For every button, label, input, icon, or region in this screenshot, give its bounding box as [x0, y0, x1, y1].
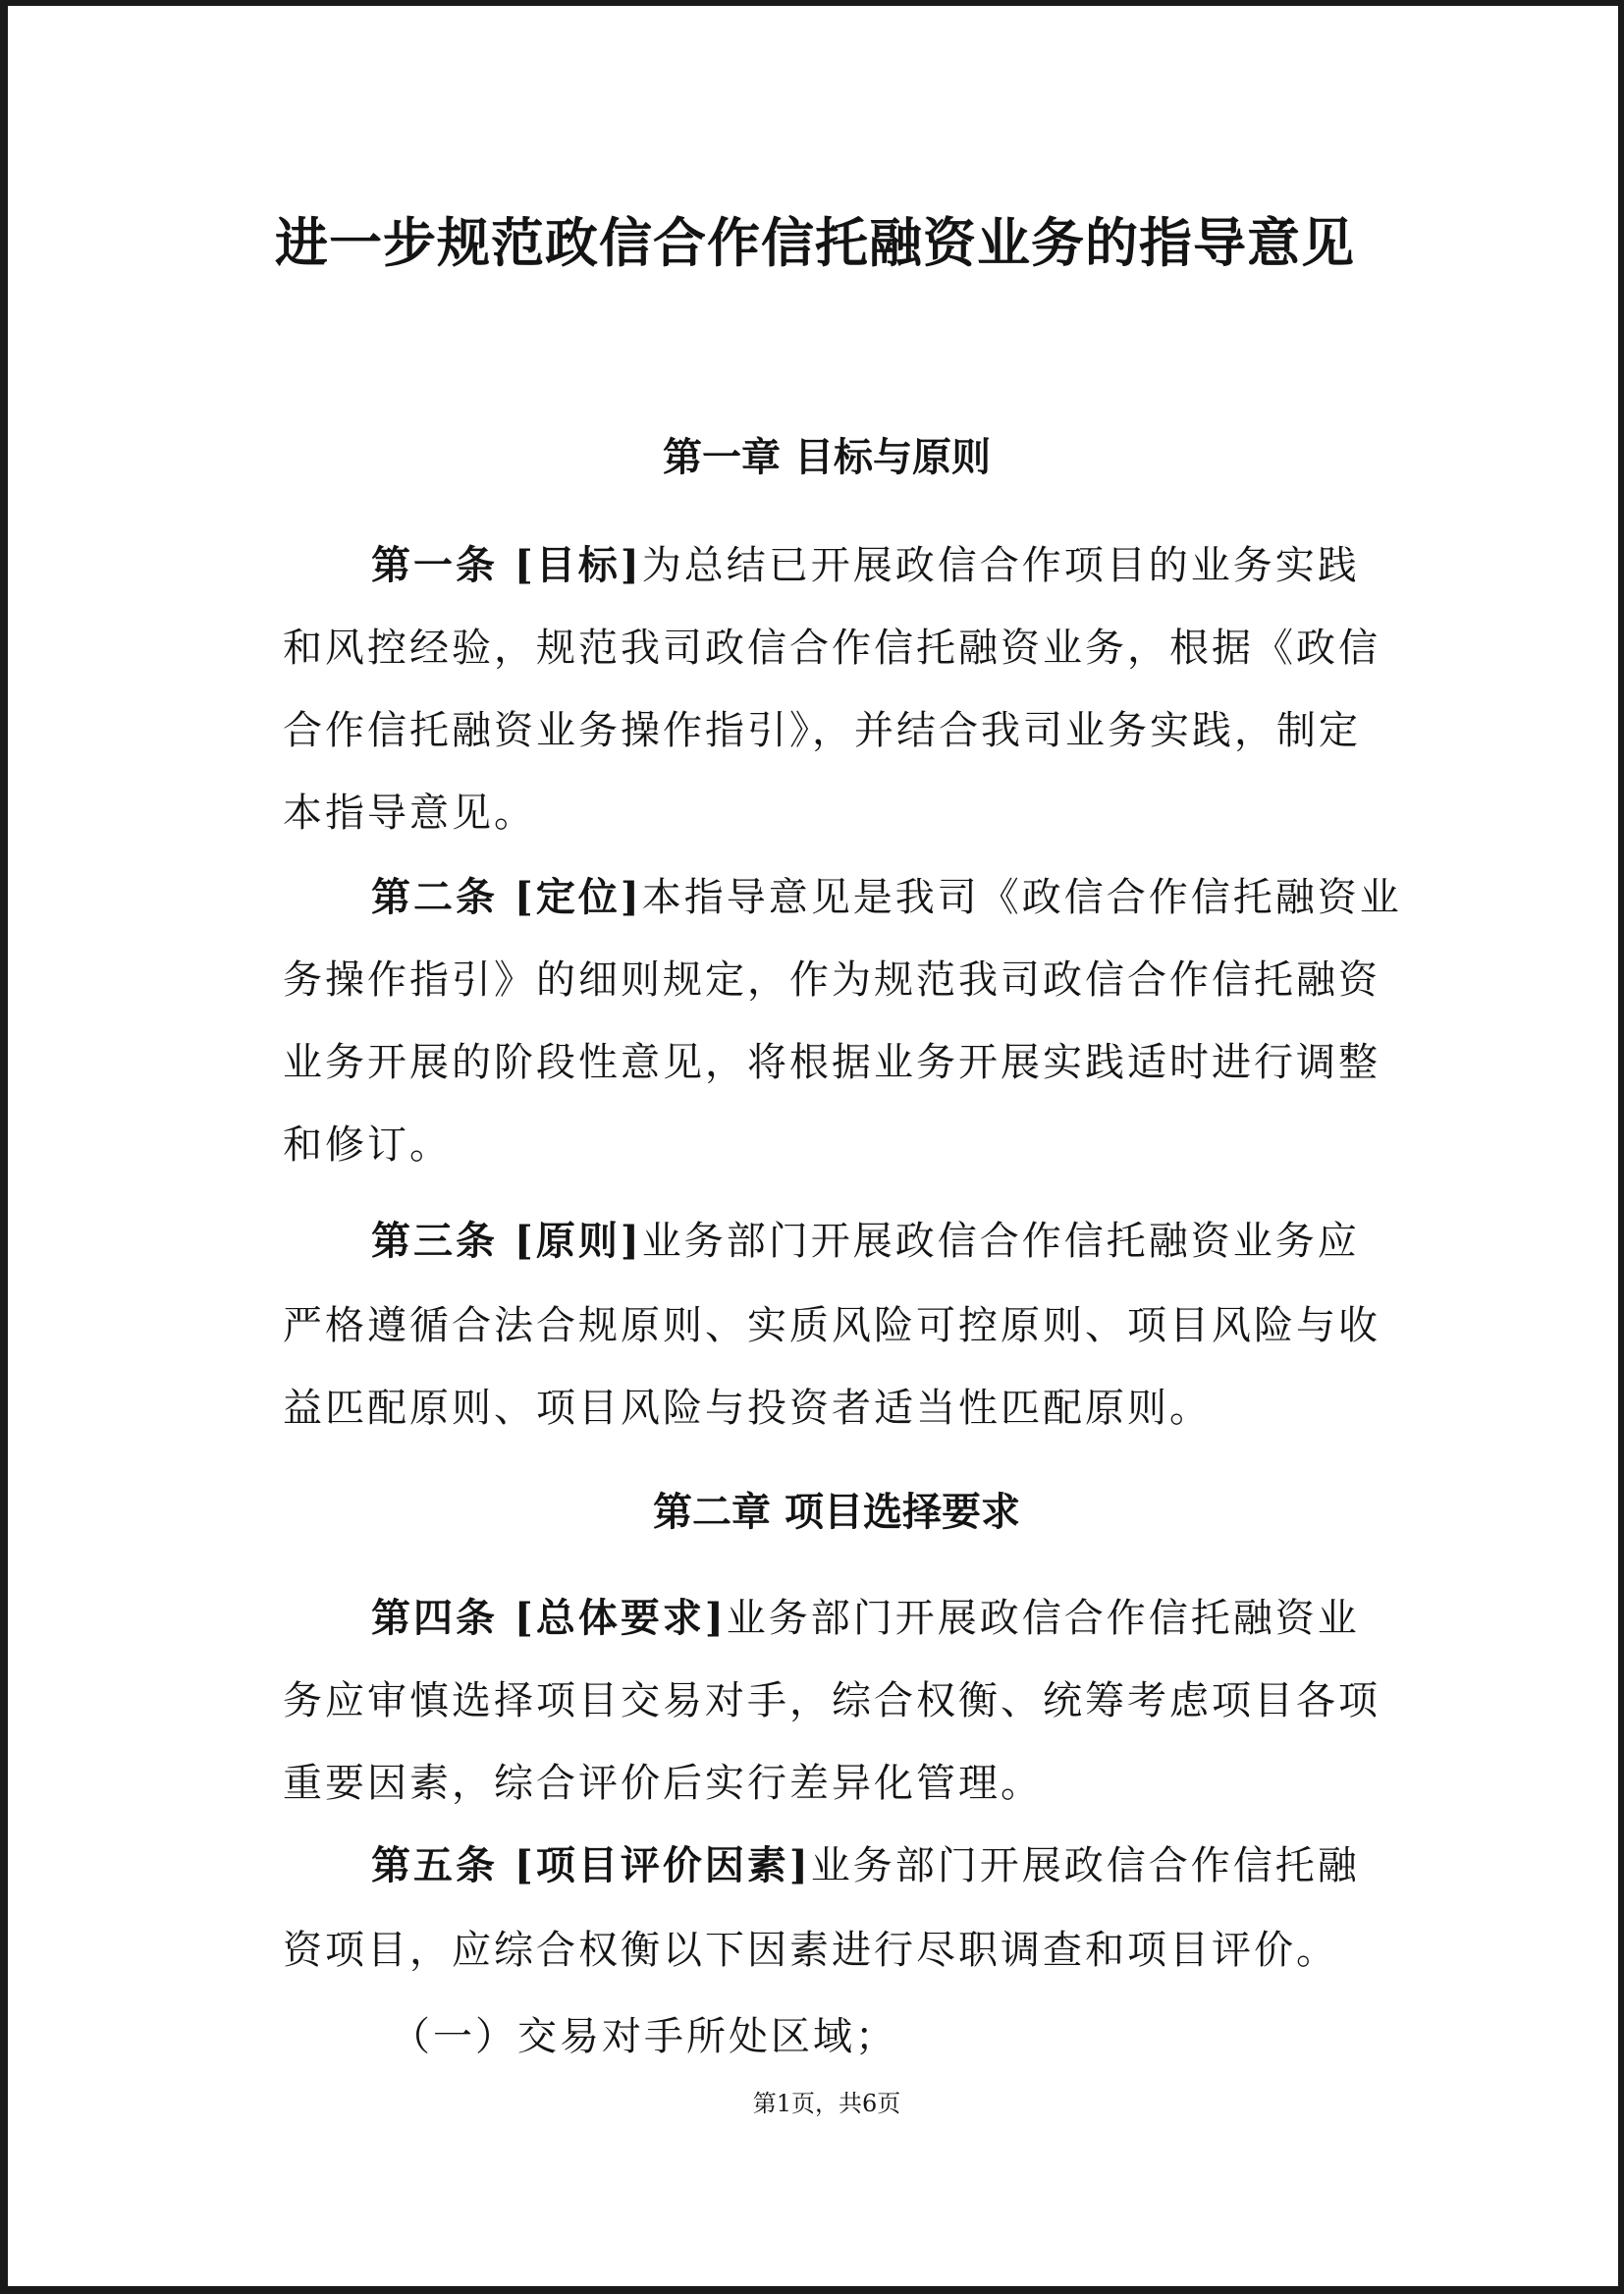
article-1-line-3: 合作信托融资业务操作指引》，并结合我司业务实践，制定	[283, 708, 1361, 753]
article-1-line-2: 和风控经验，规范我司政信合作信托融资业务，根据《政信	[283, 626, 1380, 671]
article-4-line-3: 重要因素，综合评价后实行差异化管理。	[283, 1761, 1043, 1806]
article-5-line-1	[371, 1838, 1360, 1893]
article-5-line-2: 资项目，应综合权衡以下因素进行尽职调查和项目评价。	[283, 1928, 1338, 1973]
article-3-line-3: 益匹配原则、项目风险与投资者适当性匹配原则。	[283, 1386, 1212, 1431]
article-4-line-1	[371, 1591, 1360, 1646]
document-title: 进一步规范政信合作信托融资业务的指导意见	[275, 211, 1355, 274]
article-2-line-1	[371, 870, 1402, 925]
article-3-heading: 第三条 [原则]	[371, 1218, 642, 1264]
article-5-text: 业务部门开展政信合作信托融	[810, 1843, 1360, 1888]
chapter-heading-1: 第一章 目标与原则	[663, 434, 991, 480]
article-2-line-2: 务操作指引》的细则规定，作为规范我司政信合作信托融资	[283, 957, 1380, 1003]
article-3-line-1	[371, 1214, 1360, 1269]
article-2-line-3: 业务开展的阶段性意见，将根据业务开展实践适时进行调整	[283, 1040, 1380, 1085]
scan-edge-bottom	[0, 2286, 1624, 2294]
article-1-heading: 第一条 [目标]	[371, 542, 642, 588]
chapter-heading-2: 第二章 项目选择要求	[653, 1489, 1020, 1535]
article-2-text: 本指导意见是我司《政信合作信托融资业	[641, 875, 1402, 920]
article-2-line-4: 和修订。	[283, 1122, 452, 1168]
article-3-text: 业务部门开展政信合作信托融资业务应	[641, 1219, 1360, 1264]
article-1-line-4: 本指导意见。	[283, 791, 536, 836]
article-5-heading: 第五条 [项目评价因素]	[371, 1842, 811, 1888]
article-4-line-2: 务应审慎选择项目交易对手，综合权衡、统筹考虑项目各项	[283, 1678, 1380, 1723]
list-item-1: （一）交易对手所处区域；	[391, 2014, 897, 2059]
article-4-text: 业务部门开展政信合作信托融资业	[726, 1596, 1360, 1641]
article-2-heading: 第二条 [定位]	[371, 874, 642, 920]
article-3-line-2: 严格遵循合法合规原则、实质风险可控原则、项目风险与收	[283, 1303, 1380, 1348]
scan-edge-left	[0, 0, 8, 2294]
article-1-text: 为总结已开展政信合作项目的业务实践	[641, 543, 1360, 588]
scan-edge-right	[1618, 0, 1624, 2294]
page-footer: 第1页，共6页	[752, 2090, 901, 2117]
scan-edge-top	[0, 0, 1624, 6]
article-4-heading: 第四条 [总体要求]	[371, 1595, 727, 1641]
article-1-line-1	[371, 538, 1360, 593]
